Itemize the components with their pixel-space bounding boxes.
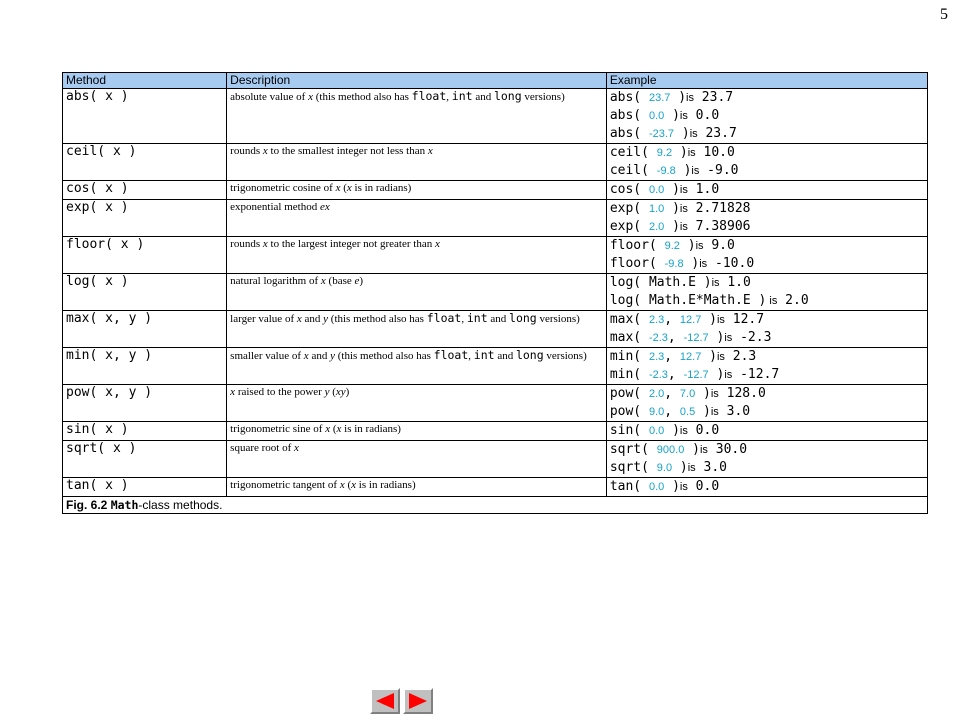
description-text: and [301, 313, 324, 325]
description-text: x [427, 145, 433, 157]
example-code: ceil( [609, 145, 657, 160]
table-row [63, 311, 928, 348]
example-argument: 2.3 [648, 351, 665, 363]
description-text: versions) [543, 350, 587, 362]
example-code: -9.0 [699, 163, 739, 178]
description-text: x [296, 313, 302, 325]
description-text: is in radians) [341, 423, 401, 435]
example-argument: -12.7 [683, 369, 709, 381]
example-line [610, 292, 924, 310]
example-code: ) [664, 108, 680, 123]
example-line [610, 89, 924, 107]
description-text: x [303, 350, 309, 362]
example-is-keyword: is [724, 332, 733, 344]
example-code: log( Math.E ) [609, 275, 712, 290]
example-argument: -12.7 [683, 332, 709, 344]
example-code: floor( [609, 256, 665, 271]
example-code: max( [609, 312, 649, 327]
example-code: 1.0 [719, 275, 751, 290]
example-is-keyword: is [687, 462, 696, 474]
example-line [610, 125, 924, 143]
header-description: Description [227, 73, 607, 89]
method-signature: floor( x ) [63, 237, 227, 274]
example-code: exp( [609, 219, 649, 234]
description-text: to the smallest integer not less than [267, 145, 428, 157]
example-line [610, 459, 924, 477]
description-text: versions) [521, 91, 565, 103]
arrow-right-icon [407, 692, 429, 710]
method-examples [606, 144, 927, 181]
table-row [63, 478, 928, 497]
method-examples [606, 422, 927, 441]
example-argument: 9.2 [664, 240, 680, 252]
example-argument: -9.8 [656, 165, 676, 177]
example-code: , [664, 312, 680, 327]
header-method: Method [63, 73, 227, 89]
example-code: ) [701, 349, 717, 364]
example-line [610, 366, 924, 384]
figure-caption [63, 497, 928, 514]
example-code: max( [609, 330, 649, 345]
method-examples [606, 200, 927, 237]
example-line [610, 441, 924, 459]
method-signature: tan( x ) [63, 478, 227, 497]
example-code: -12.7 [732, 367, 780, 382]
example-argument: 23.7 [648, 92, 671, 104]
method-description [227, 478, 607, 497]
description-text: x [325, 423, 331, 435]
method-examples [606, 237, 927, 274]
description-text: larger value of [230, 313, 297, 325]
method-description [227, 422, 607, 441]
example-code: ) [684, 442, 700, 457]
example-line [610, 403, 924, 421]
description-text: (this method also has [312, 91, 412, 103]
arrow-left-icon [374, 692, 396, 710]
example-code: ) [664, 479, 680, 494]
method-examples [606, 181, 927, 200]
example-is-keyword: is [686, 92, 694, 104]
description-text: ( [340, 182, 347, 194]
example-code: ) [675, 163, 692, 178]
description-text: long [509, 311, 537, 325]
example-code: pow( [609, 404, 649, 419]
description-text: x [339, 479, 345, 491]
example-code: sin( [609, 423, 649, 438]
method-description [227, 89, 607, 144]
example-code: abs( [609, 126, 649, 141]
example-is-keyword: is [766, 295, 778, 307]
description-text: ) [345, 386, 350, 398]
example-code: 12.7 [724, 312, 765, 327]
example-line [610, 237, 924, 255]
example-code: , [667, 367, 684, 382]
example-code: ) [664, 201, 680, 216]
next-slide-button[interactable] [403, 688, 433, 714]
example-is-keyword: is [679, 425, 688, 437]
example-line [610, 255, 924, 273]
description-text: float [426, 311, 462, 325]
method-examples [606, 441, 927, 478]
example-code: , [664, 386, 680, 401]
example-code: ) [708, 330, 725, 345]
description-text: raised to the power [235, 386, 325, 398]
method-signature: pow( x, y ) [63, 385, 227, 422]
table-row [63, 144, 928, 181]
example-code: pow( [609, 386, 649, 401]
description-text: long [515, 348, 544, 362]
description-text: is in radians) [356, 479, 416, 491]
table-row [63, 181, 928, 200]
example-line [610, 329, 924, 347]
example-code: ) [670, 90, 687, 105]
example-is-keyword: is [711, 277, 720, 289]
example-argument: -9.8 [664, 258, 684, 270]
example-argument: -23.7 [648, 128, 675, 140]
description-text: and [308, 350, 331, 362]
table-row [63, 422, 928, 441]
description-text: x [230, 386, 236, 398]
example-code: ) [679, 238, 696, 253]
method-description [227, 385, 607, 422]
example-line [610, 107, 924, 125]
example-is-keyword: is [710, 388, 719, 400]
page-number: 5 [940, 6, 948, 23]
example-is-keyword: is [679, 203, 688, 215]
example-code: ) [708, 367, 725, 382]
description-text: x [262, 145, 268, 157]
example-argument: 7.0 [679, 388, 696, 400]
example-code: , [664, 349, 680, 364]
example-argument: 0.0 [648, 184, 665, 196]
method-description [227, 181, 607, 200]
example-is-keyword: is [716, 314, 725, 326]
slide-navigation [370, 688, 433, 714]
header-example: Example [606, 73, 927, 89]
example-is-keyword: is [691, 165, 700, 177]
method-description [227, 274, 607, 311]
example-code: ) [683, 256, 700, 271]
example-is-keyword: is [710, 406, 719, 418]
table-row [63, 237, 928, 274]
method-examples [606, 385, 927, 422]
example-code: -10.0 [707, 256, 755, 271]
description-text: y [323, 313, 329, 325]
example-argument: 9.0 [656, 462, 673, 474]
example-code: 2.71828 [687, 201, 751, 216]
table-row [63, 385, 928, 422]
example-line [610, 218, 924, 236]
example-argument: 0.0 [648, 481, 665, 493]
description-text: to the largest integer not greater than [267, 238, 435, 250]
description-text: and [494, 350, 516, 362]
example-is-keyword: is [679, 481, 688, 493]
description-text: , [461, 313, 467, 325]
example-line [610, 422, 924, 440]
example-code: 128.0 [718, 386, 766, 401]
caption-class-name: Math [110, 498, 139, 512]
example-argument: -2.3 [648, 332, 668, 344]
method-examples [606, 478, 927, 497]
method-signature: min( x, y ) [63, 348, 227, 385]
example-code: exp( [609, 201, 649, 216]
example-argument: 0.5 [679, 406, 696, 418]
table-row [63, 274, 928, 311]
example-code: -2.3 [732, 330, 772, 345]
description-text: xy [335, 386, 346, 398]
table-row [63, 348, 928, 385]
description-text: x [262, 238, 268, 250]
description-text: int [451, 89, 473, 103]
table-body [63, 89, 928, 497]
description-text: is in radians) [351, 182, 412, 194]
description-text: rounds [230, 238, 263, 250]
example-argument: 0.0 [648, 425, 665, 437]
example-line [610, 478, 924, 496]
previous-slide-button[interactable] [370, 688, 400, 714]
example-code: ) [664, 182, 680, 197]
method-examples [606, 311, 927, 348]
method-description [227, 144, 607, 181]
example-argument: 12.7 [679, 314, 702, 326]
description-text: y [330, 350, 335, 362]
description-text: x [320, 275, 326, 287]
description-text: ( [330, 423, 337, 435]
example-code: 10.0 [695, 145, 735, 160]
example-code: min( [609, 367, 649, 382]
example-code: min( [609, 349, 649, 364]
method-description [227, 237, 607, 274]
example-code: sqrt( [609, 460, 657, 475]
table-row [63, 200, 928, 237]
method-signature: abs( x ) [63, 89, 227, 144]
example-code: tan( [609, 479, 649, 494]
example-is-keyword: is [695, 240, 704, 252]
description-text: , [468, 350, 474, 362]
example-code: log( Math.E*Math.E ) [609, 293, 767, 308]
description-text: x [346, 182, 352, 194]
example-code: 30.0 [707, 442, 748, 457]
example-is-keyword: is [687, 147, 696, 159]
description-text: (this method also has [328, 313, 427, 325]
description-text: square root of [230, 442, 295, 454]
description-text: x [335, 182, 341, 194]
example-code: floor( [609, 238, 665, 253]
example-code: 2.0 [777, 293, 809, 308]
example-line [610, 348, 924, 366]
table-header-row [63, 73, 928, 89]
description-text: x [294, 442, 299, 454]
example-code: 3.0 [695, 460, 727, 475]
example-argument: 2.0 [648, 388, 665, 400]
example-line [610, 385, 924, 403]
description-text: long [493, 89, 522, 103]
example-argument: -2.3 [648, 369, 668, 381]
example-argument: 2.3 [648, 314, 665, 326]
method-description [227, 311, 607, 348]
example-is-keyword: is [724, 369, 733, 381]
example-code: ) [672, 460, 688, 475]
description-text: ( [344, 479, 352, 491]
description-text: int [473, 348, 495, 362]
description-text: e [354, 275, 360, 287]
method-signature: ceil( x ) [63, 144, 227, 181]
description-text: y [324, 386, 330, 398]
description-text: rounds [230, 145, 263, 157]
description-text: trigonometric sine of [230, 423, 326, 435]
example-code: 3.0 [718, 404, 751, 419]
description-text: float [433, 348, 469, 362]
example-code: ceil( [609, 163, 657, 178]
description-text: and [472, 91, 494, 103]
example-code: ) [672, 145, 688, 160]
table-row [63, 441, 928, 478]
example-line [610, 311, 924, 329]
example-code: sqrt( [609, 442, 657, 457]
example-code: 23.7 [697, 126, 737, 141]
example-is-keyword: is [699, 258, 708, 270]
example-argument: 9.0 [648, 406, 665, 418]
example-is-keyword: is [689, 128, 698, 140]
example-is-keyword: is [699, 444, 708, 456]
example-code: 0.0 [687, 479, 720, 494]
method-signature: exp( x ) [63, 200, 227, 237]
example-argument: 2.0 [648, 221, 665, 233]
example-line [610, 200, 924, 218]
example-line [610, 274, 924, 292]
example-code: ) [664, 423, 680, 438]
description-text: x [351, 479, 357, 491]
example-code: ) [695, 386, 711, 401]
example-argument: 0.0 [648, 110, 665, 122]
description-text: x [336, 423, 342, 435]
example-is-keyword: is [679, 110, 688, 122]
caption-figure-number: Fig. 6.2 [66, 498, 108, 512]
example-code: 7.38906 [687, 219, 751, 234]
example-line [610, 162, 924, 180]
example-is-keyword: is [679, 221, 688, 233]
method-signature: sqrt( x ) [63, 441, 227, 478]
example-line [610, 181, 924, 199]
method-signature: log( x ) [63, 274, 227, 311]
description-text: ) [359, 275, 364, 287]
example-code: 23.7 [693, 90, 734, 105]
example-code: ) [674, 126, 690, 141]
description-text: int [466, 311, 488, 325]
description-text: smaller value of [230, 350, 304, 362]
example-code: ) [695, 404, 711, 419]
example-code: 9.0 [703, 238, 735, 253]
example-argument: 900.0 [656, 444, 685, 456]
description-text: , [446, 91, 452, 103]
method-signature: max( x, y ) [63, 311, 227, 348]
example-line [610, 144, 924, 162]
description-text: (this method also has [334, 350, 434, 362]
example-is-keyword: is [716, 351, 725, 363]
example-argument: 9.2 [656, 147, 673, 159]
example-code: ) [664, 219, 680, 234]
example-code: 0.0 [687, 423, 720, 438]
method-description [227, 441, 607, 478]
description-text: and [487, 313, 510, 325]
example-code: abs( [609, 108, 649, 123]
method-examples [606, 274, 927, 311]
method-description [227, 348, 607, 385]
method-examples [606, 89, 927, 144]
caption-text: -class methods. [138, 498, 223, 512]
example-code: 2.3 [724, 349, 757, 364]
example-code: cos( [609, 182, 649, 197]
example-code: , [667, 330, 684, 345]
description-text: natural logarithm of [230, 275, 321, 287]
description-text: ex [319, 201, 330, 213]
description-text: x [434, 238, 440, 250]
method-signature: sin( x ) [63, 422, 227, 441]
description-text: exponential method [230, 201, 320, 213]
example-code: abs( [609, 90, 649, 105]
method-examples [606, 348, 927, 385]
math-methods-table [62, 72, 928, 514]
example-is-keyword: is [679, 184, 688, 196]
caption-row [63, 497, 928, 514]
example-code: , [664, 404, 680, 419]
table-row [63, 89, 928, 144]
description-text: (base [325, 275, 355, 287]
example-code: 1.0 [687, 182, 720, 197]
description-text: absolute value of [230, 91, 309, 103]
example-code: 0.0 [687, 108, 720, 123]
description-text: ( [329, 386, 336, 398]
method-signature: cos( x ) [63, 181, 227, 200]
description-text: float [411, 89, 447, 103]
description-text: trigonometric tangent of [230, 479, 340, 491]
example-code: ) [701, 312, 717, 327]
example-argument: 12.7 [679, 351, 702, 363]
example-argument: 1.0 [648, 203, 665, 215]
description-text: trigonometric cosine of [230, 182, 336, 194]
description-text: x [308, 91, 313, 103]
method-description [227, 200, 607, 237]
description-text: versions) [536, 313, 580, 325]
